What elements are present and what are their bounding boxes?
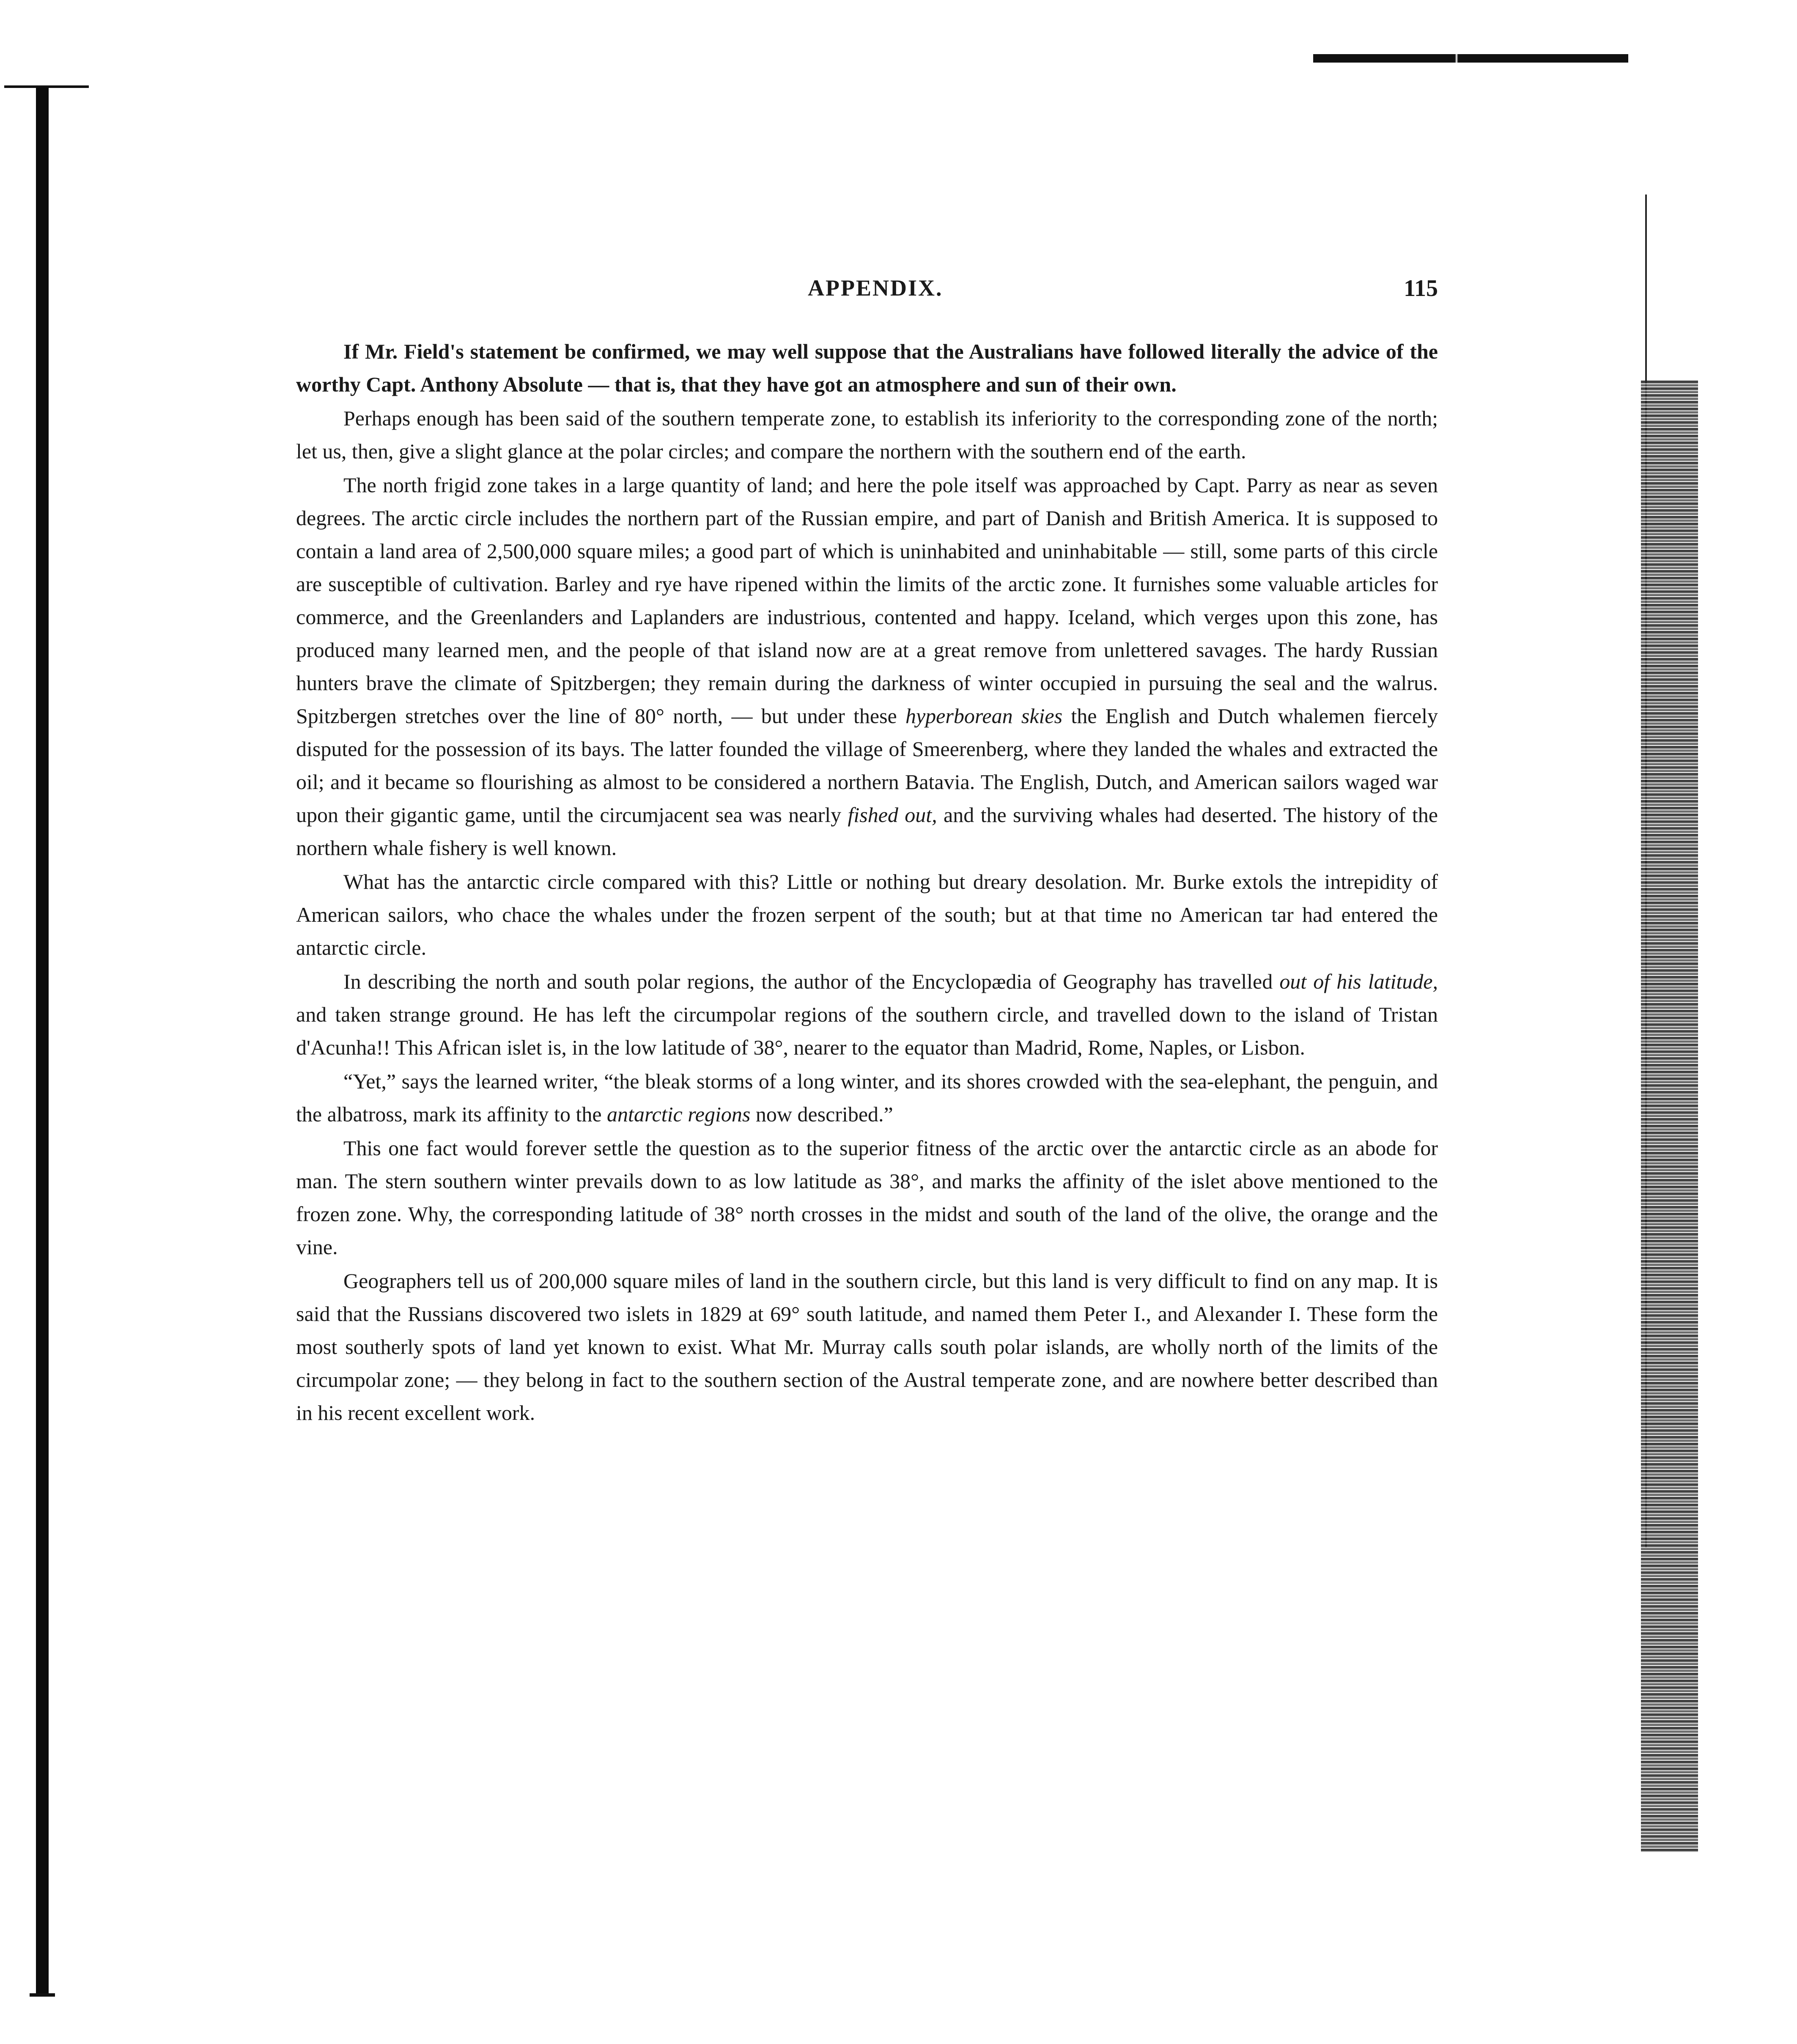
paragraph-text: In describing the north and south polar regions, the author of the Encyclopædia of Geography has travelled <box>343 970 1273 993</box>
paragraph-text: “Yet,” says the learned writer, “the bleak storms of a long winter, and its shores crowded with the sea-elephant, the penguin, and the albatross, mark its affinity to the <box>296 1069 1438 1126</box>
paragraph <box>296 865 1438 964</box>
paragraph-text: If Mr. Field's statement be confirmed, we may well suppose that the Australians have followed literally the advice of the worthy Capt. Anthony Absolute — that is, that they have got an atmosphere and sun of their own. <box>296 340 1438 396</box>
paragraph-text: This one fact would forever settle the question as to the superior fitness of the arctic over the antarctic circle as an abode for man. The stern southern winter prevails down to as low latitude as 38°, and marks the affinity of the islet above mentioned to the frozen zone. Why, the corresponding latitude of 38° north crosses in the midst and south of the land of the olive, the orange and the vine. <box>296 1136 1438 1259</box>
scan-right-edge-artifact <box>1641 381 1698 1852</box>
paragraph-text: now described.” <box>755 1102 893 1126</box>
paragraph-text: and the surviving whales had deserted. The history of the northern whale fishery is well known. <box>296 803 1438 860</box>
scan-top-rule <box>1313 54 1628 63</box>
italic-phrase: antarctic regions <box>607 1102 751 1126</box>
binding-edge-foot <box>30 1993 55 1997</box>
paragraph-text: the English and Dutch whalemen fiercely disputed for the possession of its bays. The latter founded the village of Smeerenberg, where they landed the whales and extracted the oil; and it became so flourishing as almost to be considered a northern Batavia. The English, Dutch, and American sailors waged war upon their gigantic game, until the circumjacent sea was nearly <box>296 704 1438 827</box>
paragraph <box>296 1065 1438 1131</box>
paragraph <box>296 965 1438 1064</box>
paragraph-text: The north frigid zone takes in a large quantity of land; and here the pole itself was approached by Capt. Parry as near as seven degrees. The arctic circle includes the northern part of the Russian empire, and part of Danish and British America. It is supposed to contain a land area of 2,500,000 square miles; a good part of which is uninhabited and uninhabitable — still, some parts of this circle are susceptible of cultivation. Barley and rye have ripened within the limits of the arctic zone. It furnishes some valuable articles for commerce, and the Greenlanders and Laplanders are industrious, contented and happy. Iceland, which verges upon this zone, has produced many learned men, and the people of that island now are at a great remove from unlettered savages. The hardy Russian hunters brave the climate of Spitzbergen; they remain during the darkness of winter occupied in pursuing the seal and the walrus. Spitzbergen stretches over the line of 80° north, — but under these <box>296 473 1438 728</box>
paragraph <box>296 402 1438 468</box>
page-number: 115 <box>1404 275 1438 301</box>
paragraph-text: Geographers tell us of 200,000 square miles of land in the southern circle, but this land is very difficult to find on any map. It is said that the Russians discovered two islets in 1829 at 69° south latitude, and named them Peter I., and Alexander I. These form the most southerly spots of land yet known to exist. What Mr. Murray calls south polar islands, are wholly north of the limits of the circumpolar zone; — they belong in fact to the southern section of the Austral temperate zone, and are nowhere better described than in his recent excellent work. <box>296 1269 1438 1425</box>
paragraph <box>296 469 1438 864</box>
page-body <box>296 335 1438 1430</box>
italic-phrase: out of his latitude, <box>1279 970 1438 993</box>
italic-phrase: fished out, <box>848 803 937 827</box>
paragraph-text: What has the antarctic circle compared with this? Little or nothing but dreary desolation. Mr. Burke extols the intrepidity of American sailors, who chace the whales under the frozen serpent of the south; but at that time no American tar had entered the antarctic circle. <box>296 870 1438 959</box>
running-head: APPENDIX. <box>808 275 943 301</box>
paragraph <box>296 1264 1438 1429</box>
paragraph-text: and taken strange ground. He has left the circumpolar regions of the southern circle, and travelled down to the island of Tristan d'Acunha!! This African islet is, in the low latitude of 38°, nearer to the equator than Madrid, Rome, Naples, or Lisbon. <box>296 1003 1438 1059</box>
italic-phrase: hyperborean skies <box>905 704 1063 728</box>
paragraph <box>296 335 1438 401</box>
paragraph <box>296 1132 1438 1263</box>
paragraph-text: Perhaps enough has been said of the southern temperate zone, to establish its inferiority to the corresponding zone of the north; let us, then, give a slight glance at the polar circles; and compare the northern with the southern end of the earth. <box>296 406 1438 463</box>
binding-edge <box>36 87 49 1994</box>
page-header <box>296 275 1438 309</box>
